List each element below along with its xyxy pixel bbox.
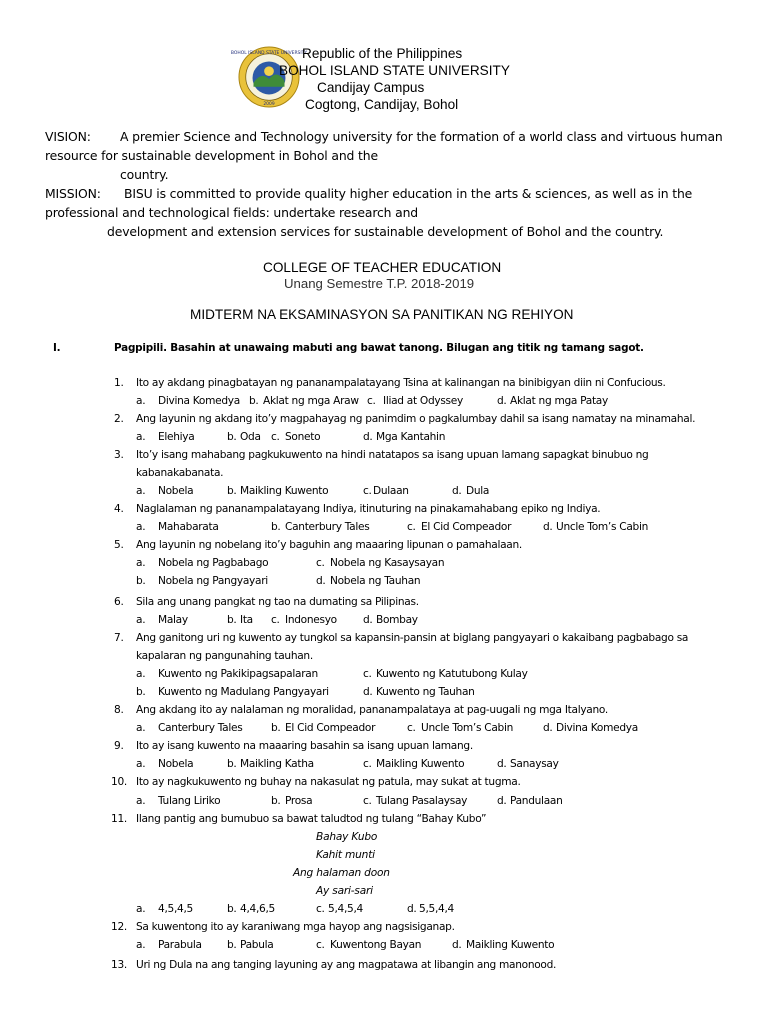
choice-letter: d.	[363, 614, 373, 626]
choice-text: Nobela ng Kasaysayan	[330, 557, 445, 569]
choice-text: Kuwentong Bayan	[330, 939, 422, 951]
choice-letter: d.	[363, 431, 373, 443]
question-text: Naglalaman ng pananampalatayang Indiya, itinuturing na pinakamahabang epiko ng Indiya.	[136, 503, 601, 515]
choice-letter: b.	[227, 485, 237, 497]
choice-text: Kuwento ng Katutubong Kulay	[376, 668, 528, 680]
choice-text: Divina Komedya	[158, 395, 240, 407]
choice-text: 5,5,4,4	[419, 903, 454, 915]
header-campus: Candijay Campus	[317, 80, 425, 95]
poem-line: Bahay Kubo	[316, 831, 378, 843]
mission-line-1: BISU is committed to provide quality higher education in the arts & sciences, as well as in the	[124, 186, 693, 201]
choice-text: Uncle Tom’s Cabin	[556, 521, 649, 533]
question-text: Ang layunin ng nobelang ito’y baguhin ang maaaring lipunan o pamahalaan.	[136, 539, 522, 551]
question-text-cont: kabanakabanata.	[136, 467, 224, 479]
choice-letter: a.	[136, 521, 146, 533]
choice-letter: d.	[363, 686, 373, 698]
question-text: Uri ng Dula na ang tanging layuning ay ang magpatawa at libangin ang manonood.	[136, 959, 557, 971]
choice-letter: c.	[316, 557, 325, 569]
choice-letter: a.	[136, 614, 146, 626]
part-number: I.	[53, 342, 61, 354]
choice-text: Maikling Kuwento	[240, 485, 329, 497]
choice-letter: c.	[271, 614, 280, 626]
choice-letter: b.	[136, 686, 146, 698]
question-number: 11.	[111, 813, 127, 825]
mission-line-3: development and extension services for sustainable development of Bohol and the country.	[107, 224, 664, 239]
choice-text: 5,4,5,4	[328, 903, 363, 915]
choice-letter: a.	[136, 557, 146, 569]
choice-text: Nobela	[158, 758, 194, 770]
header-university-text: BOHOL ISLAND STATE UNIVERSITY	[279, 63, 510, 78]
question-number: 9.	[114, 740, 124, 752]
question-text: Ito ay nagkukuwento ng buhay na nakasulat ng patula, may sukat at tugma.	[136, 776, 521, 788]
choice-letter: c.	[367, 395, 376, 407]
choice-letter: d.	[497, 795, 507, 807]
choice-letter: a.	[136, 903, 146, 915]
choice-letter: b.	[227, 939, 237, 951]
choice-text: Ita	[240, 614, 253, 626]
exam-title: MIDTERM NA EKSAMINASYON SA PANITIKAN NG REHIYON	[190, 307, 574, 322]
choice-letter: b.	[227, 758, 237, 770]
semester: Unang Semestre T.P. 2018-2019	[284, 276, 475, 291]
poem-line: Kahit munti	[316, 849, 375, 861]
question-number: 6.	[114, 596, 124, 608]
choice-text: Kuwento ng Tauhan	[376, 686, 475, 698]
choice-text: Nobela ng Tauhan	[330, 575, 421, 587]
choice-text: Uncle Tom’s Cabin	[421, 722, 514, 734]
choice-letter: a.	[136, 431, 146, 443]
question-number: 12.	[111, 921, 127, 933]
choice-letter: b.	[227, 431, 237, 443]
choice-letter: b.	[271, 521, 281, 533]
question-text-cont: kapalaran ng pangunahing tauhan.	[136, 650, 313, 662]
choice-text: El Cid Compeador	[285, 722, 376, 734]
choice-text: Nobela ng Pangyayari	[158, 575, 268, 587]
choice-text: Prosa	[285, 795, 313, 807]
choice-text: Indonesyo	[285, 614, 337, 626]
question-number: 2.	[114, 413, 124, 425]
choice-text: Tulang Liriko	[158, 795, 221, 807]
choice-text: Nobela	[158, 485, 194, 497]
choice-text: Maikling Kuwento	[376, 758, 465, 770]
poem-line: Ang halaman doon	[293, 867, 390, 879]
choice-letter: c.	[363, 758, 372, 770]
question-text: Sila ang unang pangkat ng tao na dumating sa Pilipinas.	[136, 596, 419, 608]
choice-text: Canterbury Tales	[158, 722, 243, 734]
choice-text: Aklat ng mga Patay	[510, 395, 608, 407]
question-text: Ilang pantig ang bumubuo sa bawat taludtod ng tulang “Bahay Kubo”	[136, 813, 487, 825]
choice-text: Divina Komedya	[556, 722, 638, 734]
choice-letter: b.	[249, 395, 259, 407]
vision-label: VISION:	[45, 129, 91, 144]
choice-text: Dulaan	[373, 485, 409, 497]
choice-text: Soneto	[285, 431, 321, 443]
choice-letter: d.	[452, 939, 462, 951]
choice-letter: a.	[136, 485, 146, 497]
question-text: Ang akdang ito ay nalalaman ng moralidad, pananampalataya at pag-uugali ng mga Italyano.	[136, 704, 608, 716]
question-number: 7.	[114, 632, 124, 644]
choice-text: Pabula	[240, 939, 274, 951]
choice-letter: a.	[136, 939, 146, 951]
question-number: 8.	[114, 704, 124, 716]
choice-text: Bombay	[376, 614, 418, 626]
choice-text: Malay	[158, 614, 188, 626]
choice-text: Elehiya	[158, 431, 195, 443]
choice-letter: a.	[136, 722, 146, 734]
choice-text: Tulang Pasalaysay	[376, 795, 468, 807]
choice-letter: c.	[316, 903, 325, 915]
choice-letter: c.	[363, 668, 372, 680]
choice-letter: b.	[136, 575, 146, 587]
choice-text: Mahabarata	[158, 521, 219, 533]
choice-text: Canterbury Tales	[285, 521, 370, 533]
header-address: Cogtong, Candijay, Bohol	[305, 97, 459, 112]
vision-line-2: resource for sustainable development in Bohol and the	[45, 148, 378, 163]
choice-letter: d.	[452, 485, 462, 497]
choice-text: Sanaysay	[510, 758, 559, 770]
choice-letter: d.	[543, 521, 553, 533]
choice-text: Nobela ng Pagbabago	[158, 557, 269, 569]
choice-letter: c.	[407, 521, 416, 533]
question-text: Ito’y isang mahabang pagkukuwento na hindi natatapos sa isang upuan lamang sapagkat binubuo ng	[136, 449, 649, 461]
header-republic: Republic of the Philippines	[302, 46, 463, 61]
choice-text: Aklat ng mga Araw	[263, 395, 359, 407]
choice-letter: c.	[363, 795, 372, 807]
choice-text: Parabula	[158, 939, 202, 951]
choice-letter: a.	[136, 758, 146, 770]
choice-text: Dula	[466, 485, 490, 497]
poem-line: Ay sari-sari	[316, 885, 373, 897]
question-number: 5.	[114, 539, 124, 551]
choice-letter: c.	[363, 485, 372, 497]
mission-label: MISSION:	[45, 186, 101, 201]
choice-letter: c.	[271, 431, 280, 443]
choice-text: Pandulaan	[510, 795, 563, 807]
question-text: Ang layunin ng akdang ito’y magpahayag ng panimdim o pagkalumbay dahil sa isang namatay na minamahal.	[136, 413, 696, 425]
vision-line-1: A premier Science and Technology university for the formation of a world class and virtuous human	[120, 129, 723, 144]
choice-letter: d.	[497, 758, 507, 770]
choice-letter: b.	[227, 903, 237, 915]
question-text: Ito ay akdang pinagbatayan ng pananampalatayang Tsina at kalinangan na binibigyan diin ni Confucious.	[136, 377, 666, 389]
choice-letter: a.	[136, 668, 146, 680]
mission-line-2: professional and technological fields: undertake research and	[45, 205, 419, 220]
question-number: 10.	[111, 776, 127, 788]
choice-letter: c.	[316, 939, 325, 951]
choice-letter: d.	[543, 722, 553, 734]
seal-text: BOHOL ISLAND STATE UNIVERSITY	[230, 51, 308, 57]
choice-text: Maikling Kuwento	[466, 939, 555, 951]
choice-letter: c.	[407, 722, 416, 734]
question-text: Ang ganitong uri ng kuwento ay tungkol sa kapansin-pansin at biglang pangyayari o kakaibang pagbabago sa	[136, 632, 689, 644]
choice-letter: a.	[136, 395, 146, 407]
question-number: 4.	[114, 503, 124, 515]
choice-text: El Cid Compeador	[421, 521, 512, 533]
college-title: COLLEGE OF TEACHER EDUCATION	[263, 260, 502, 275]
question-number: 3.	[114, 449, 124, 461]
question-text: Ito ay isang kuwento na maaaring basahin sa isang upuan lamang.	[136, 740, 473, 752]
choice-text: Mga Kantahin	[376, 431, 446, 443]
question-number: 13.	[111, 959, 127, 971]
choice-text: Kuwento ng Madulang Pangyayari	[158, 686, 329, 698]
question-text: Sa kuwentong ito ay karaniwang mga hayop ang nagsisiganap.	[136, 921, 455, 933]
choice-text: 4,4,6,5	[240, 903, 275, 915]
choice-letter: d.	[316, 575, 326, 587]
choice-text: Kuwento ng Pakikipagsapalaran	[158, 668, 318, 680]
choice-letter: d.	[497, 395, 507, 407]
choice-text: 4,5,4,5	[158, 903, 193, 915]
choice-letter: a.	[136, 795, 146, 807]
choice-letter: d.	[407, 903, 417, 915]
question-number: 1.	[114, 377, 124, 389]
part-instruction: Pagpipili. Basahin at unawaing mabuti ang bawat tanong. Bilugan ang titik ng tamang sagot.	[114, 342, 644, 354]
choice-letter: b.	[271, 722, 281, 734]
vision-line-3: country.	[120, 167, 169, 182]
choice-text: Oda	[240, 431, 261, 443]
choice-text: Iliad at Odyssey	[383, 395, 463, 407]
choice-text: Maikling Katha	[240, 758, 314, 770]
seal-year: 2009	[263, 102, 275, 108]
choice-letter: b.	[227, 614, 237, 626]
header-university	[279, 62, 512, 79]
choice-letter: b.	[271, 795, 281, 807]
